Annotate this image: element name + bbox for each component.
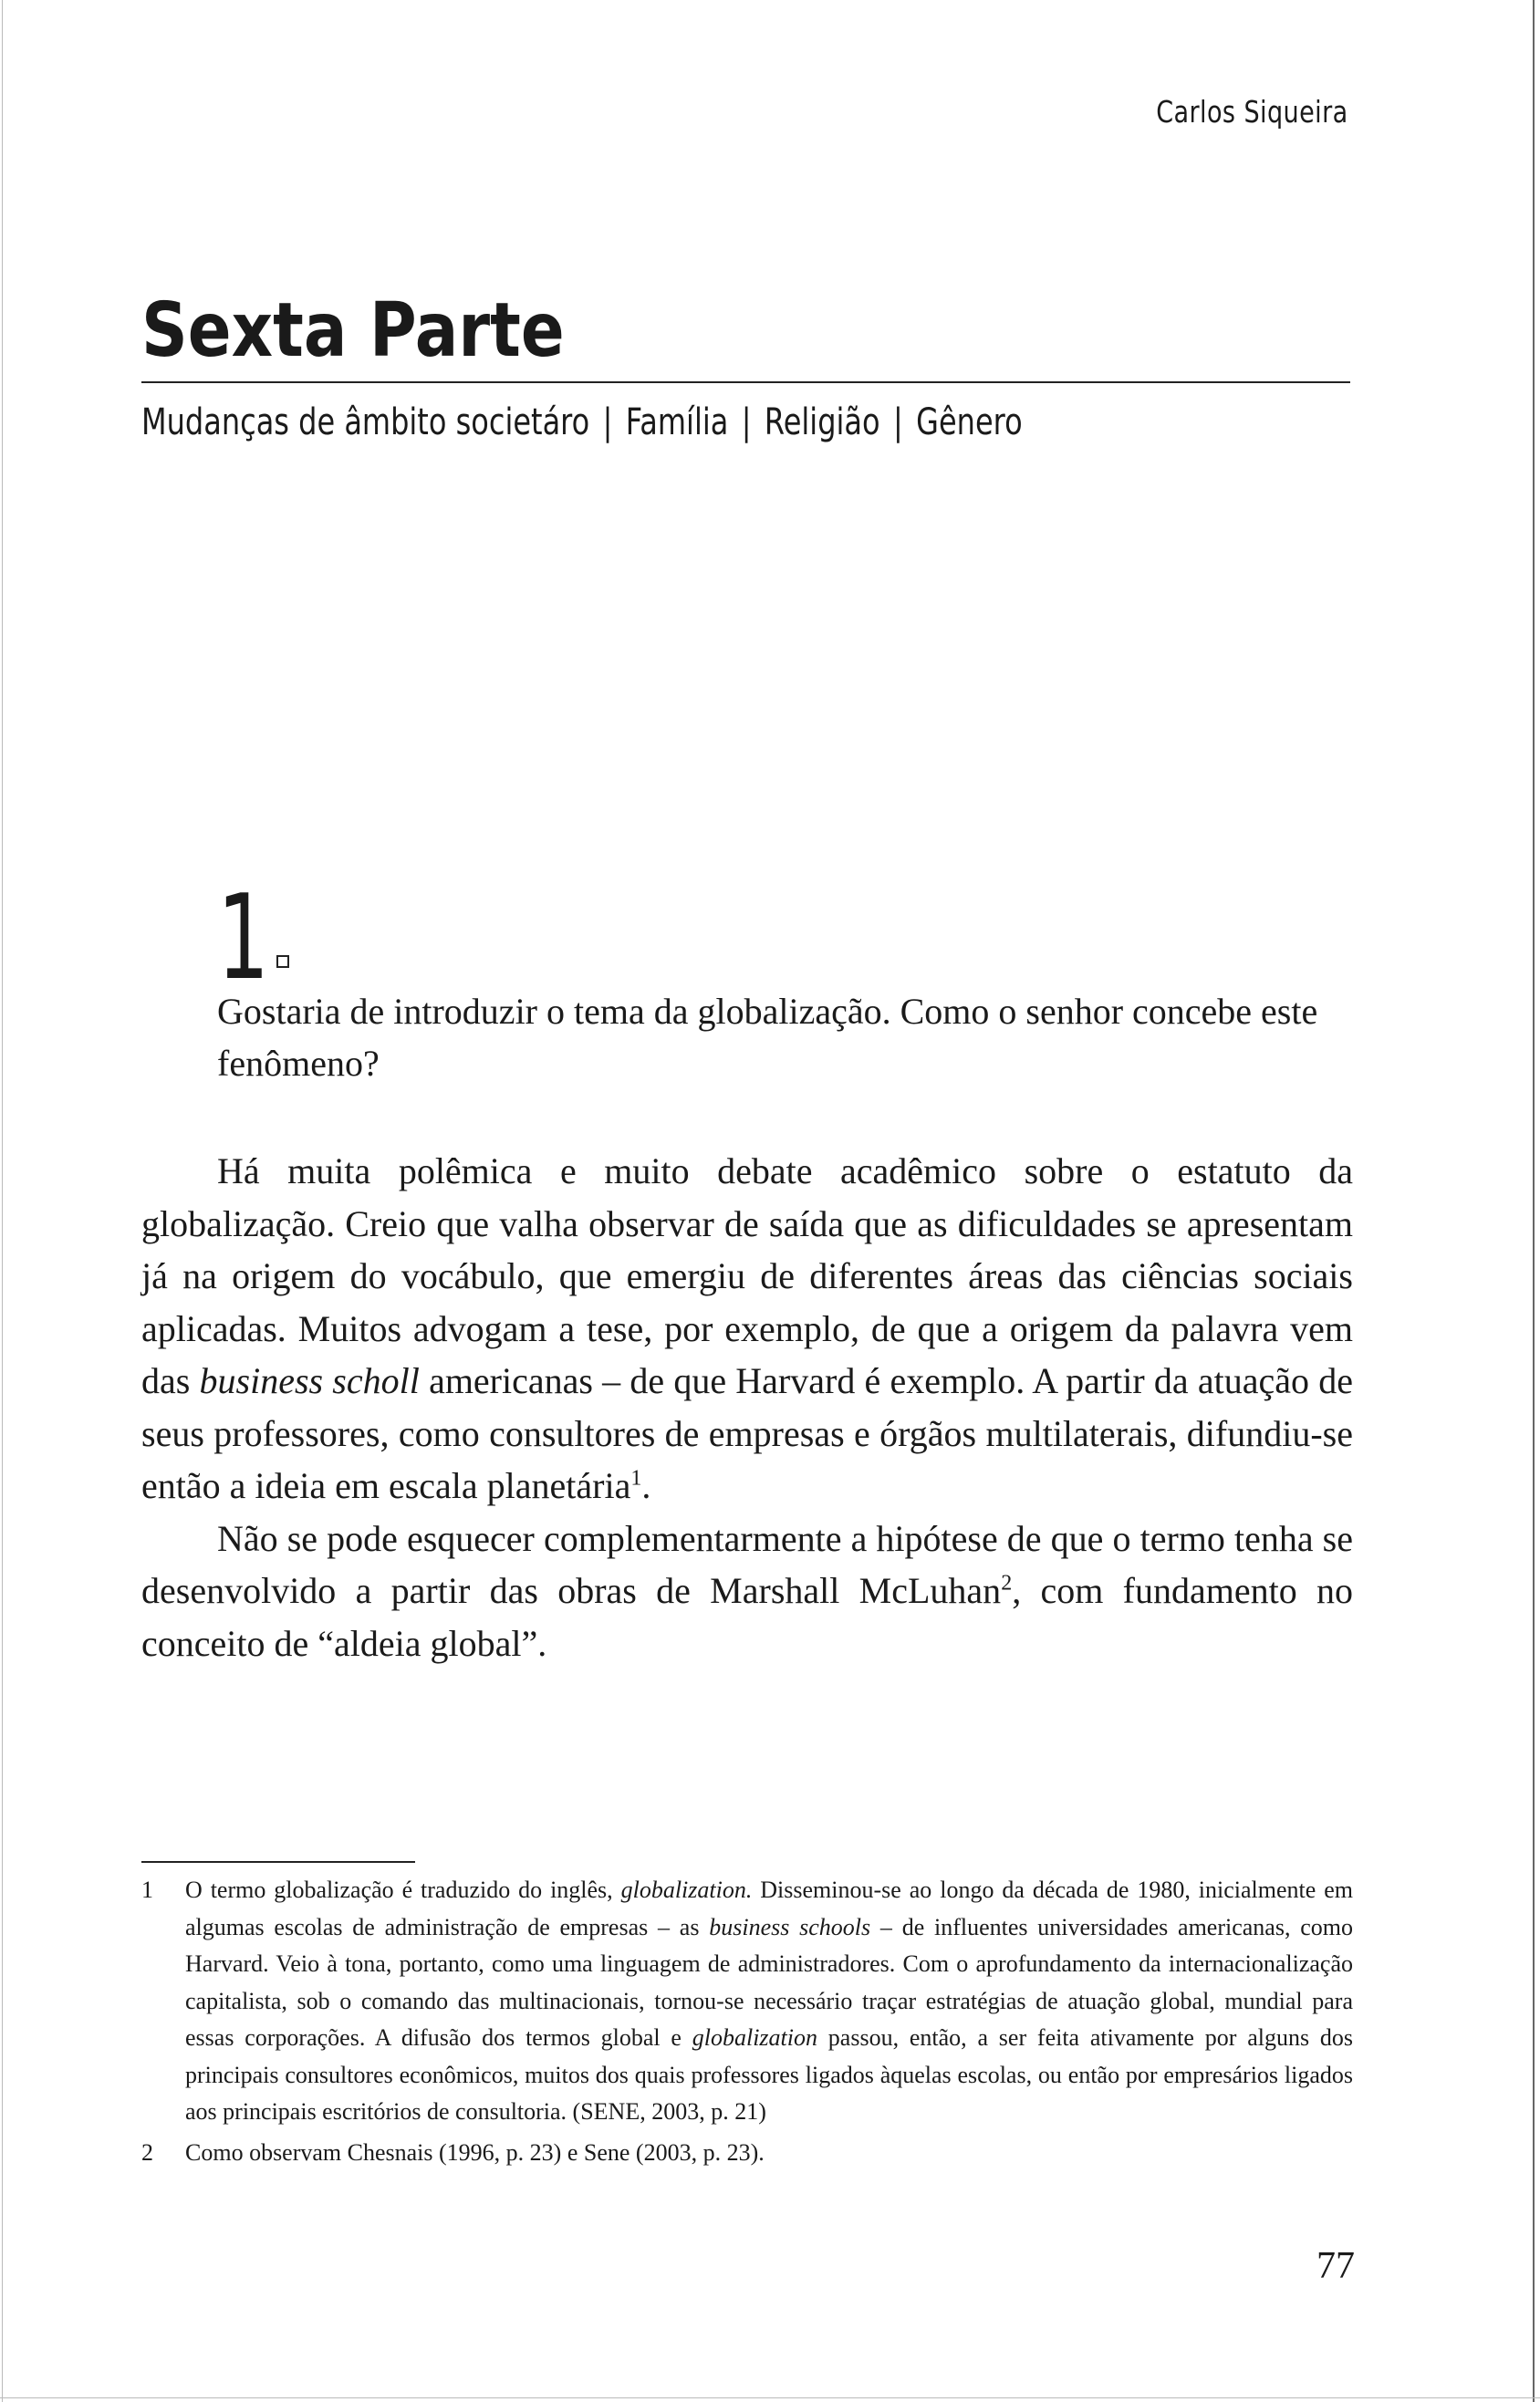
subtitle-item-gender: Gênero <box>916 401 1023 443</box>
subtitle-separator: | <box>602 401 613 443</box>
footnotes <box>141 1872 1353 2171</box>
footnote-1 <box>141 1872 1353 2131</box>
running-head: Carlos Siqueira <box>1156 94 1348 130</box>
question-text: Gostaria de introduzir o tema da globalização. Como o senhor concebe este fenômeno? <box>217 991 1318 1084</box>
page-number: 77 <box>1316 2245 1355 2287</box>
answer-body <box>141 1145 1353 1669</box>
answer-paragraph-1: Há muita polêmica e muito debate acadêmico sobre o estatuto da globalização. Creio que valha observar de saída que as dificuldades se apresentam já na origem do vocábulo, que emergiu de diferentes áreas das ciências sociais aplicadas. Muitos advogam a tese, por exemplo, de que a origem da palavra vem das business scholl americanas – de que Harvard é exemplo. A partir da atuação de seus professores, como consultores de empresas e órgãos multilaterais, difundiu-se então a ideia em escala planetária$^1$. <box>141 1150 1353 1506</box>
subtitle-item-societal-changes: Mudanças de âmbito societáro <box>141 401 590 443</box>
square-bullet-icon <box>276 955 289 968</box>
scan-edge-bottom <box>0 2397 1540 2398</box>
part-subtitle <box>141 401 1023 443</box>
footnote-number: 2 <box>141 2138 153 2166</box>
question-number: 1 <box>217 870 270 1006</box>
title-rule <box>141 381 1350 383</box>
footnote-2 <box>141 2135 1353 2172</box>
footnote-text: Como observam Chesnais (1996, p. 23) e Sene (2003, p. 23). <box>185 2138 765 2166</box>
subtitle-separator: | <box>741 401 752 443</box>
footnote-ref-2: 2 <box>1001 1571 1013 1596</box>
answer-paragraph-2: Não se pode esquecer complementarmente a hipótese de que o termo tenha se desenvolvido a partir das obras de Marshall McLuhan$^2$, com fundamento no conceito de “aldeia global”. <box>141 1517 1354 1664</box>
subtitle-item-family: Família <box>625 401 729 443</box>
scan-edge-right <box>1533 0 1535 2402</box>
footnote-text: O termo globalização é traduzido do inglês, globalization. Disseminou-se ao longo da década de 1980, inicialmente em algumas escolas de administração de empresas – as business schools – de influentes universidades americanas, como Harvard. Veio à tona, portanto, como uma linguagem de administradores. Com o aprofundamento da internacionalização capitalista, sob o comando das multinacionais, tornou-se necessário traçar estratégias de atuação global, mundial para essas corporações. A difusão dos termos global e globalization passou, então, a ser feita ativamente por alguns dos principais consultores econômicos, muitos dos quais professores ligados àquelas escolas, ou então por empresários ligados aos principais escritórios de consultoria. (SENE, 2003, p. 21) <box>185 1877 1354 2125</box>
footnote-ref-1: 1 <box>630 1466 642 1491</box>
subtitle-item-religion: Religião <box>764 401 880 443</box>
footnote-rule <box>141 1861 415 1863</box>
part-title: Sexta Parte <box>141 287 565 374</box>
subtitle-separator: | <box>892 401 903 443</box>
scan-edge-left <box>2 0 3 2402</box>
footnote-number: 1 <box>141 1877 153 1903</box>
